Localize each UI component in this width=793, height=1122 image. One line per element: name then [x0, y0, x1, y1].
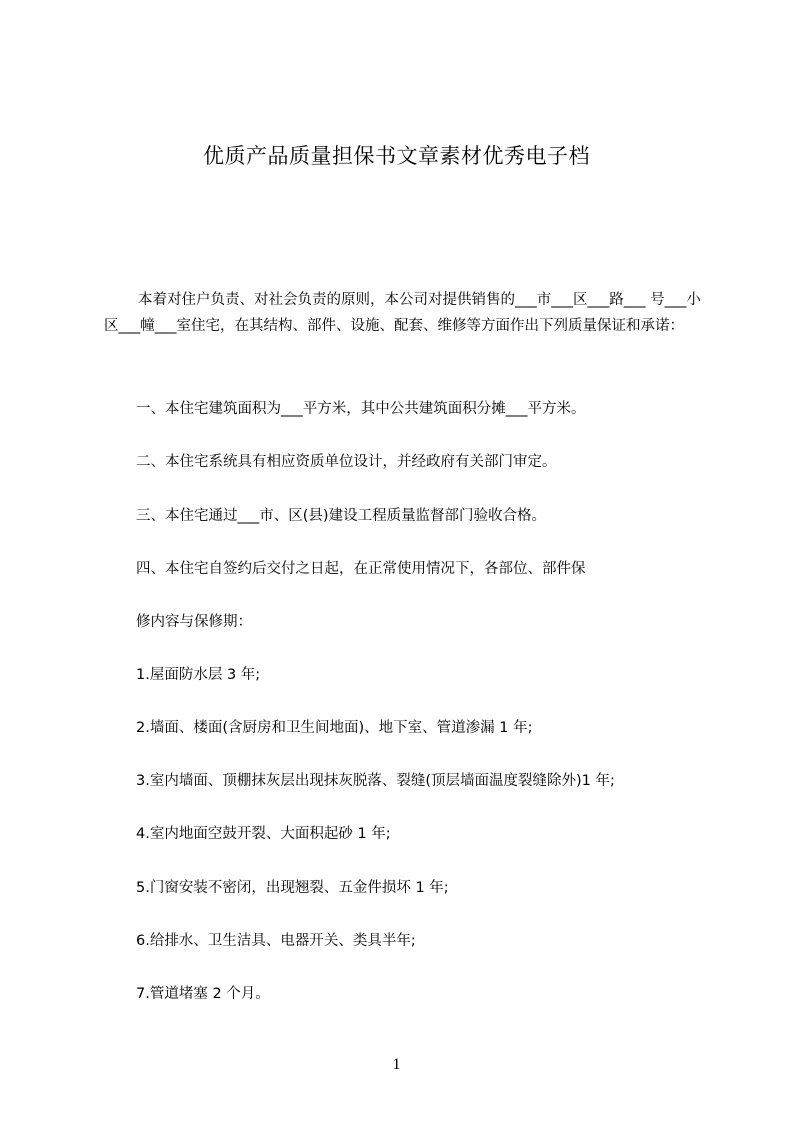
- warranty-item-2: 2.墙面、楼面(含厨房和卫生间地面)、地下室、管道渗漏 1 年;: [136, 720, 533, 736]
- document-title: 优质产品质量担保书文章素材优秀电子档: [203, 144, 590, 168]
- clause-4-continuation: 修内容与保修期：: [136, 614, 252, 630]
- warranty-item-3: 3.室内墙面、顶棚抹灰层出现抹灰脱落、裂缝(顶层墙面温度裂缝除外)1 年;: [136, 773, 615, 789]
- intro-text: 本着对住户负责、对社会负责的原则，本公司对提供销售的___市___区___路___ 号___小区___幢___室住宅，在其结构、部件、设施、配套、维修等方面作出下列质量保证和承诺：: [104, 292, 701, 334]
- clause-4: 四、本住宅自签约后交付之日起，在正常使用情况下，各部位、部件保: [136, 561, 586, 577]
- intro-paragraph: [104, 287, 704, 339]
- warranty-item-5: 5.门窗安装不密闭，出现翘裂、五金件损坏 1 年;: [136, 880, 449, 896]
- warranty-item-1: 1.屋面防水层 3 年;: [136, 667, 261, 683]
- clause-1: 一、本住宅建筑面积为___平方米，其中公共建筑面积分摊___平方米。: [136, 401, 586, 417]
- warranty-item-7: 7.管道堵塞 2 个月。: [136, 986, 270, 1002]
- warranty-item-6: 6.给排水、卫生洁具、电器开关、类具半年;: [136, 933, 416, 949]
- clause-3: 三、本住宅通过___市、区(县)建设工程质量监督部门验收合格。: [136, 508, 547, 524]
- clause-2: 二、本住宅系统具有相应资质单位设计，并经政府有关部门审定。: [136, 454, 557, 470]
- warranty-item-4: 4.室内地面空鼓开裂、大面积起砂 1 年;: [136, 826, 391, 842]
- page-number: 1: [392, 1056, 401, 1073]
